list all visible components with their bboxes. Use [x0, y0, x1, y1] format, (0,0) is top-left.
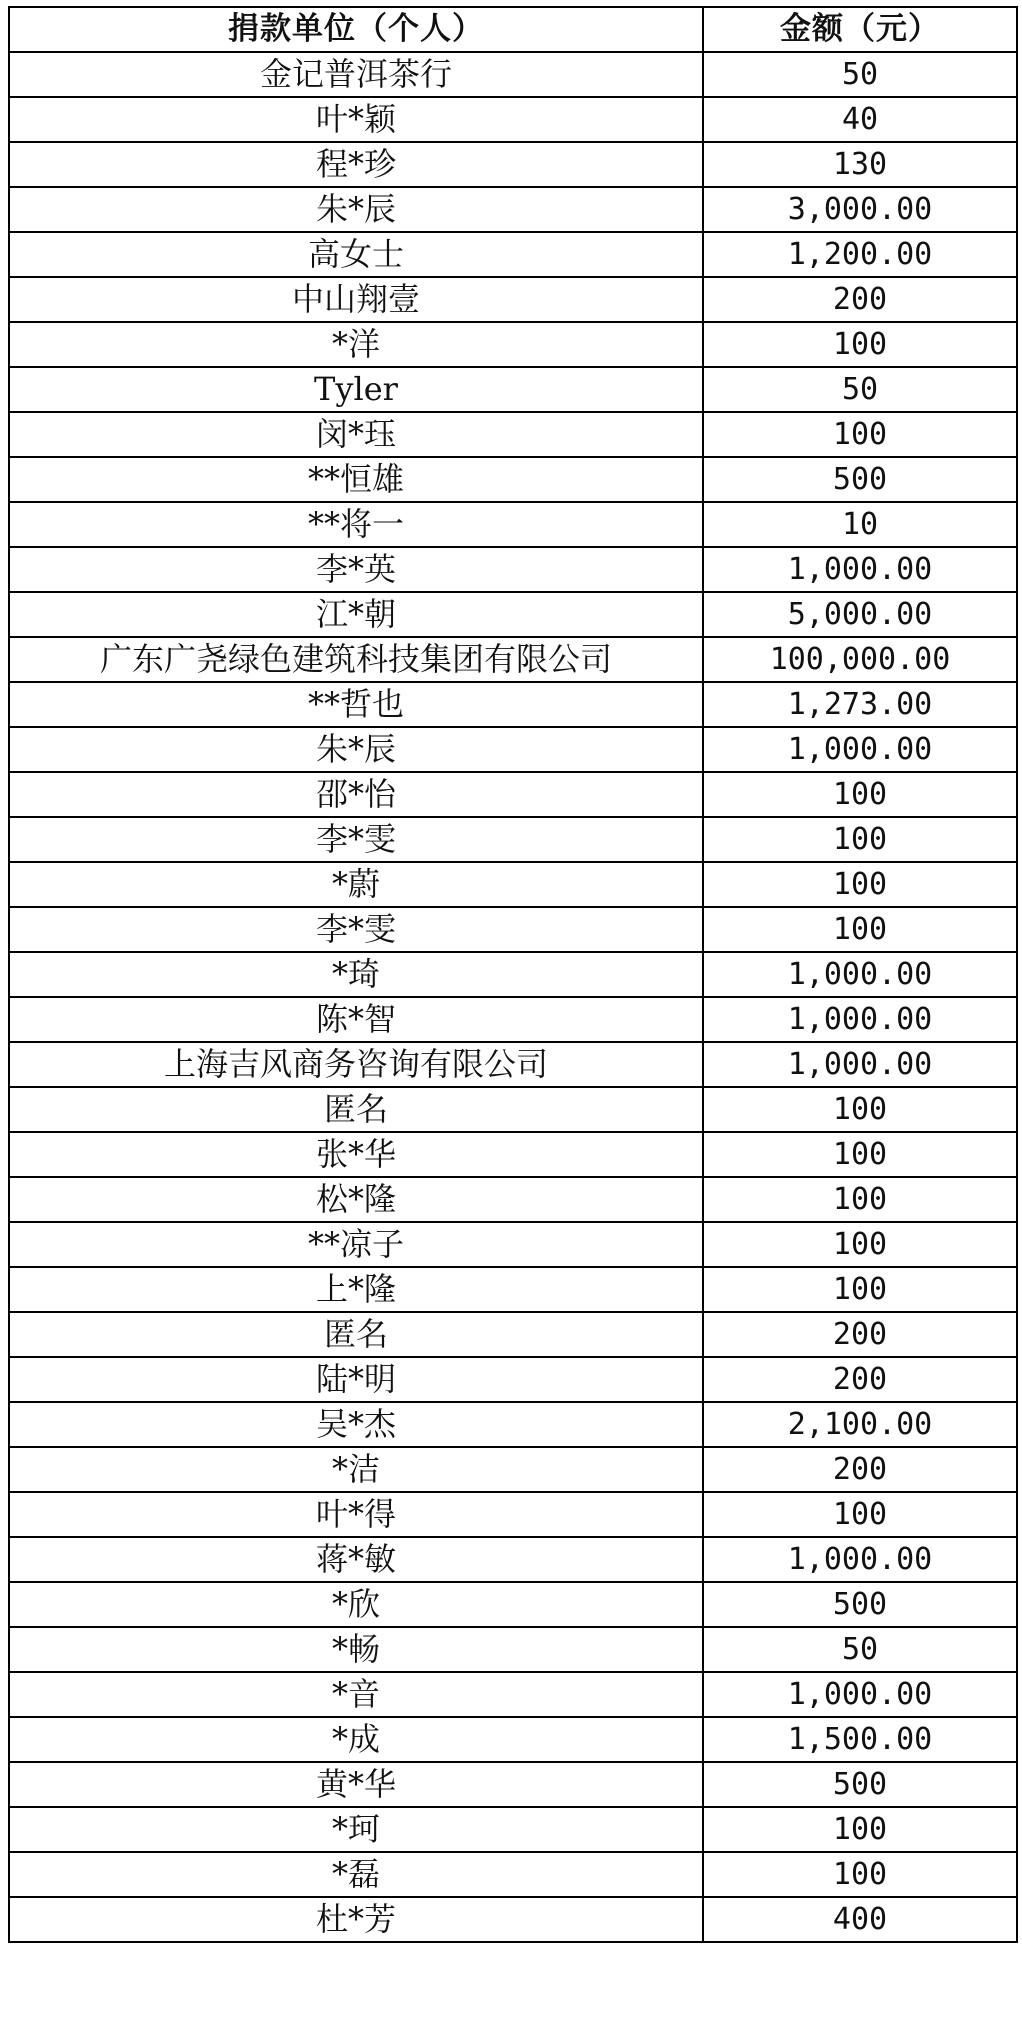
donation-amount-cell: 100 [703, 1852, 1017, 1897]
donor-name-cell: **哲也 [9, 682, 703, 727]
donor-name-cell: 匿名 [9, 1312, 703, 1357]
table-row [9, 997, 1017, 1042]
table-row [9, 1357, 1017, 1402]
donor-name-cell: 叶*颖 [9, 97, 703, 142]
donor-name-cell: 高女士 [9, 232, 703, 277]
table-row [9, 547, 1017, 592]
table-row [9, 1672, 1017, 1717]
donor-name-cell: 黄*华 [9, 1762, 703, 1807]
donation-amount-cell: 1,000.00 [703, 1537, 1017, 1582]
donor-name-cell: 上*隆 [9, 1267, 703, 1312]
table-row [9, 142, 1017, 187]
donation-amount-cell: 200 [703, 1312, 1017, 1357]
table-row [9, 52, 1017, 97]
table-row [9, 1807, 1017, 1852]
donor-name-cell: 叶*得 [9, 1492, 703, 1537]
donor-name-cell: 蒋*敏 [9, 1537, 703, 1582]
donation-amount-cell: 1,000.00 [703, 997, 1017, 1042]
donor-name-cell: 朱*辰 [9, 187, 703, 232]
table-row [9, 97, 1017, 142]
table-row [9, 1402, 1017, 1447]
table-row [9, 772, 1017, 817]
donation-amount-cell: 100 [703, 1807, 1017, 1852]
table-row [9, 1132, 1017, 1177]
donor-name-cell: *欣 [9, 1582, 703, 1627]
donor-name-cell: 匿名 [9, 1087, 703, 1132]
donation-amount-cell: 100 [703, 322, 1017, 367]
donation-amount-cell: 500 [703, 1762, 1017, 1807]
table-row [9, 907, 1017, 952]
donation-amount-cell: 1,500.00 [703, 1717, 1017, 1762]
donor-name-cell: 中山翔壹 [9, 277, 703, 322]
donation-amount-cell: 1,000.00 [703, 1042, 1017, 1087]
table-row [9, 1537, 1017, 1582]
donation-amount-cell: 200 [703, 277, 1017, 322]
donation-amount-cell: 5,000.00 [703, 592, 1017, 637]
donation-amount-cell: 200 [703, 1357, 1017, 1402]
header-row [9, 7, 1017, 52]
donation-amount-cell: 500 [703, 1582, 1017, 1627]
table-row [9, 457, 1017, 502]
donation-amount-cell: 40 [703, 97, 1017, 142]
donor-name-cell: **恒雄 [9, 457, 703, 502]
table-row [9, 277, 1017, 322]
donation-amount-cell: 100 [703, 1177, 1017, 1222]
donor-name-cell: 张*华 [9, 1132, 703, 1177]
table-row [9, 412, 1017, 457]
donor-name-cell: *珂 [9, 1807, 703, 1852]
donor-name-cell: 李*雯 [9, 817, 703, 862]
donor-name-cell: *洋 [9, 322, 703, 367]
donation-rows [9, 52, 1017, 1942]
table-row [9, 232, 1017, 277]
table-row [9, 637, 1017, 682]
table-row [9, 1582, 1017, 1627]
donation-table [8, 6, 1018, 1943]
donor-name-cell: *畅 [9, 1627, 703, 1672]
donor-name-cell: 程*珍 [9, 142, 703, 187]
donation-amount-cell: 100 [703, 862, 1017, 907]
donation-amount-cell: 1,273.00 [703, 682, 1017, 727]
table-row [9, 1852, 1017, 1897]
donor-name-cell: 吴*杰 [9, 1402, 703, 1447]
table-row [9, 682, 1017, 727]
table-row [9, 187, 1017, 232]
amount-column-header: 金额（元） [703, 7, 1017, 52]
donor-name-cell: *琦 [9, 952, 703, 997]
table-row [9, 1627, 1017, 1672]
donation-amount-cell: 100 [703, 412, 1017, 457]
donor-name-cell: 闵*珏 [9, 412, 703, 457]
table-row [9, 862, 1017, 907]
table-row [9, 1717, 1017, 1762]
donation-amount-cell: 100 [703, 817, 1017, 862]
donation-amount-cell: 100 [703, 1492, 1017, 1537]
donation-amount-cell: 130 [703, 142, 1017, 187]
donor-name-cell: *成 [9, 1717, 703, 1762]
table-row [9, 1087, 1017, 1132]
donor-name-cell: **凉子 [9, 1222, 703, 1267]
donor-name-cell: 杜*芳 [9, 1897, 703, 1942]
donor-name-cell: *磊 [9, 1852, 703, 1897]
donor-name-cell: 李*英 [9, 547, 703, 592]
donor-name-cell: *洁 [9, 1447, 703, 1492]
table-row [9, 1267, 1017, 1312]
table-row [9, 1042, 1017, 1087]
donation-amount-cell: 100 [703, 907, 1017, 952]
donor-name-cell: *蔚 [9, 862, 703, 907]
donor-name-cell: 江*朝 [9, 592, 703, 637]
donor-name-cell: 上海吉风商务咨询有限公司 [9, 1042, 703, 1087]
donor-name-cell: 陈*智 [9, 997, 703, 1042]
donation-amount-cell: 100 [703, 1132, 1017, 1177]
table-row [9, 1447, 1017, 1492]
donation-amount-cell: 1,200.00 [703, 232, 1017, 277]
table-row [9, 1177, 1017, 1222]
donation-amount-cell: 50 [703, 52, 1017, 97]
donor-name-cell: **将一 [9, 502, 703, 547]
donation-amount-cell: 100 [703, 1222, 1017, 1267]
donor-name-cell: Tyler [9, 367, 703, 412]
donor-column-header: 捐款单位（个人） [9, 7, 703, 52]
table-row [9, 1312, 1017, 1357]
donor-name-cell: 金记普洱茶行 [9, 52, 703, 97]
donor-name-cell: 朱*辰 [9, 727, 703, 772]
donation-amount-cell: 50 [703, 1627, 1017, 1672]
donation-amount-cell: 100 [703, 772, 1017, 817]
donation-amount-cell: 3,000.00 [703, 187, 1017, 232]
donation-amount-cell: 1,000.00 [703, 547, 1017, 592]
donation-amount-cell: 1,000.00 [703, 1672, 1017, 1717]
donor-name-cell: 广东广尧绿色建筑科技集团有限公司 [9, 637, 703, 682]
donor-name-cell: *音 [9, 1672, 703, 1717]
table-row [9, 367, 1017, 412]
donation-amount-cell: 1,000.00 [703, 727, 1017, 772]
donor-name-cell: 松*隆 [9, 1177, 703, 1222]
donation-amount-cell: 100,000.00 [703, 637, 1017, 682]
donation-amount-cell: 2,100.00 [703, 1402, 1017, 1447]
donor-name-cell: 陆*明 [9, 1357, 703, 1402]
donation-amount-cell: 100 [703, 1087, 1017, 1132]
table-row [9, 1492, 1017, 1537]
table-row [9, 952, 1017, 997]
donation-amount-cell: 10 [703, 502, 1017, 547]
table-row [9, 727, 1017, 772]
donation-amount-cell: 400 [703, 1897, 1017, 1942]
table-row [9, 1762, 1017, 1807]
donation-amount-cell: 500 [703, 457, 1017, 502]
table-row [9, 1897, 1017, 1942]
donation-amount-cell: 50 [703, 367, 1017, 412]
donor-name-cell: 李*雯 [9, 907, 703, 952]
table-row [9, 322, 1017, 367]
donation-amount-cell: 200 [703, 1447, 1017, 1492]
donation-amount-cell: 1,000.00 [703, 952, 1017, 997]
table-row [9, 817, 1017, 862]
table-row [9, 502, 1017, 547]
donor-name-cell: 邵*怡 [9, 772, 703, 817]
table-row [9, 1222, 1017, 1267]
table-row [9, 592, 1017, 637]
donation-amount-cell: 100 [703, 1267, 1017, 1312]
